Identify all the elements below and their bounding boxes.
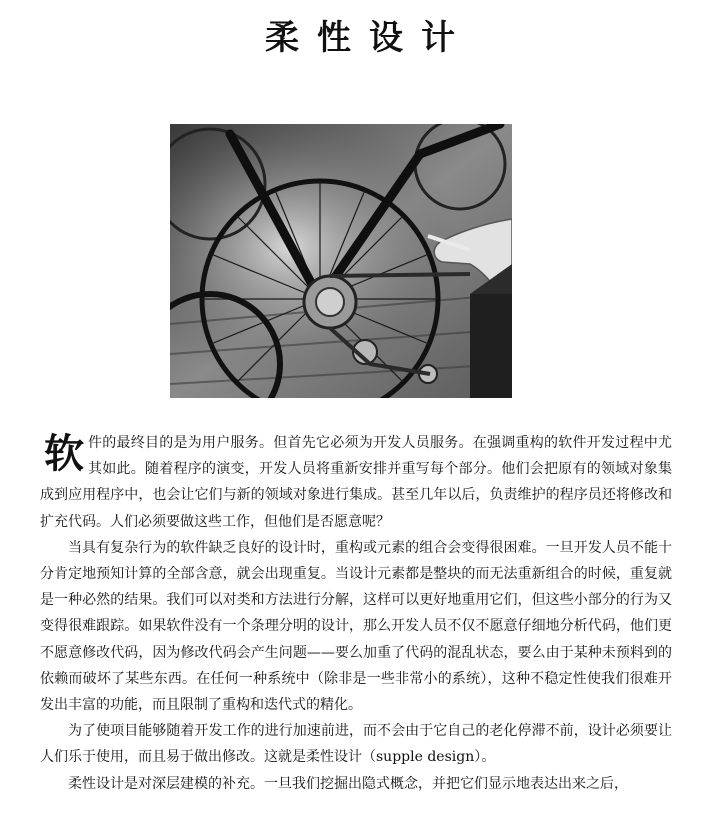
body-text (40, 430, 672, 797)
bicycle-repair-photo (170, 124, 512, 398)
paragraph-1 (40, 430, 672, 535)
paragraph-2: 当具有复杂行为的软件缺乏良好的设计时，重构或元素的组合会变得很困难。一旦开发人员不能十分肯定地预知计算的全部含意，就会出现重复。当设计元素都是整块的而无法重新组合的时候，重复就是一种必然的结果。我们可以对类和方法进行分解，这样可以更好地重用它们，但这些小部分的行为又变得很难跟踪。如果软件没有一个条理分明的设计，那么开发人员不仅不愿意仔细地分析代码，他们更不愿意修改代码，因为修改代码会产生问题——要么加重了代码的混乱状态，要么由于某种未预料到的依赖而破坏了某些东西。在任何一种系统中（除非是一些非常小的系统），这种不稳定性使我们很难开发出丰富的功能，而且限制了重构和迭代式的精化。 (40, 539, 672, 714)
paragraph-3: 为了使项目能够随着开发工作的进行加速前进，而不会由于它自己的老化停滞不前，设计必须要让人们乐于使用，而且易于做出修改。这就是柔性设计（supple design）。 (40, 723, 672, 766)
drop-cap: 软 (44, 431, 84, 477)
paragraph-4: 柔性设计是对深层建模的补充。一旦我们挖掘出隐式概念，并把它们显示地表达出来之后， (68, 775, 628, 792)
paragraph-1-text: 件的最终目的是为用户服务。但首先它必须为开发人员服务。在强调重构的软件开发过程中尤其如此。随着程序的演变，开发人员将重新安排并重写每个部分。他们会把原有的领域对象集成到应用程序中，也会让它们与新的领域对象进行集成。甚至几年以后，负责维护的程序员还将修改和扩充代码。人们必须要做这些工作，但他们是否愿意呢？ (40, 435, 672, 530)
page-title: 柔性设计 (265, 18, 473, 58)
